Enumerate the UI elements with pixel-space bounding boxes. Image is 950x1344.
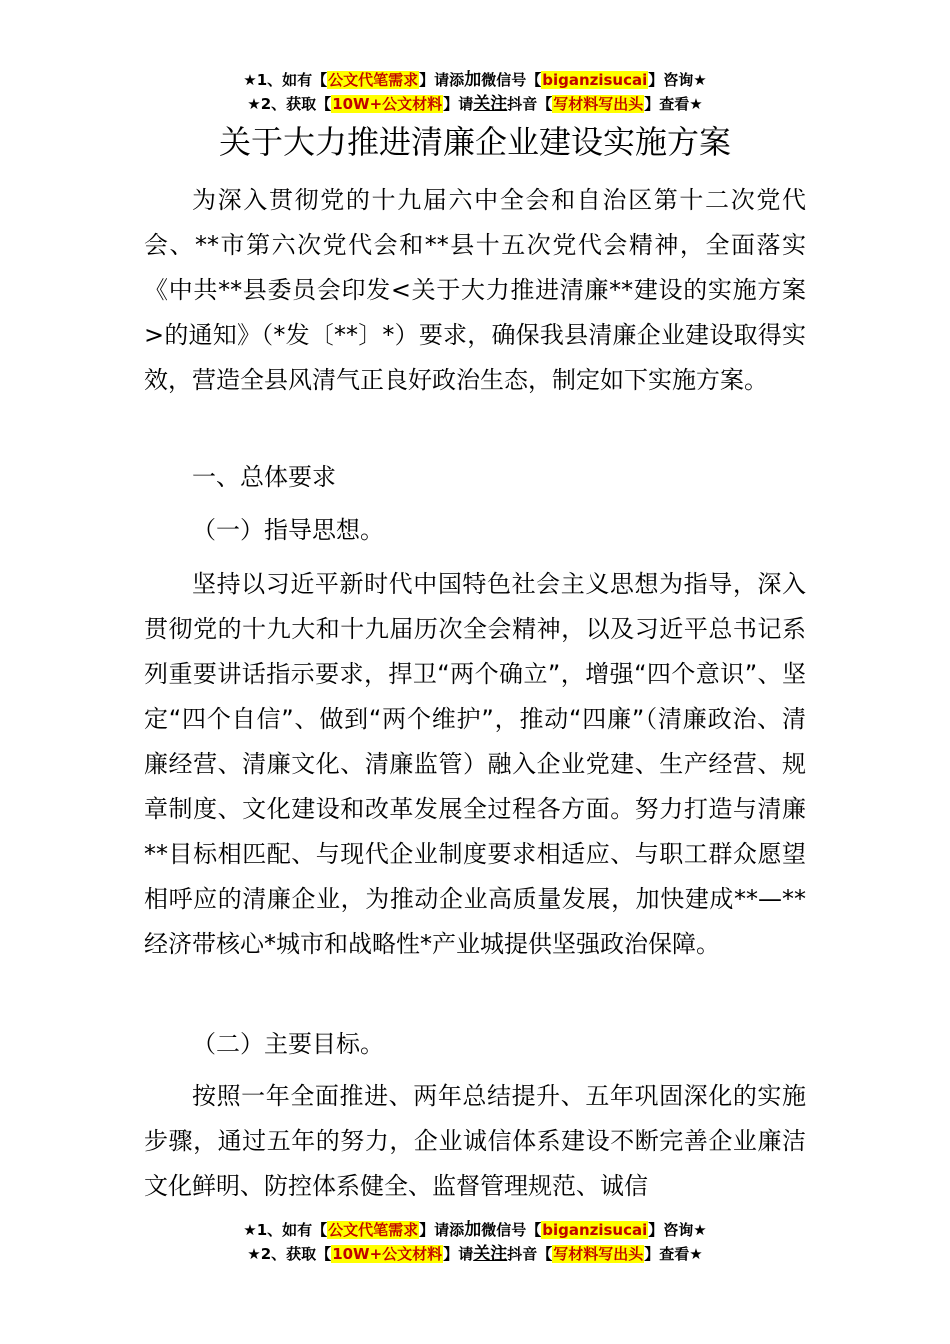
wechat-id-highlight: biganzisucai xyxy=(542,71,648,89)
heading-text: （一）指导思想。 xyxy=(192,516,384,544)
paragraph-main-goals xyxy=(144,1074,806,1209)
heading-text: （二）主要目标。 xyxy=(192,1030,384,1058)
paragraph-guiding-thought xyxy=(144,562,806,967)
banner-line-2 xyxy=(0,1242,950,1266)
banner-text: ★1、如有【 xyxy=(243,1221,328,1239)
banner-text: 】查看★ xyxy=(644,1245,703,1263)
section-heading-1 xyxy=(144,455,806,500)
banner-emphasis: 加 xyxy=(464,1220,482,1240)
douyin-id-highlight: 写材料写出头 xyxy=(553,95,644,113)
banner-highlight: 10W+公文材料 xyxy=(332,95,443,113)
subsection-heading-2 xyxy=(144,1022,806,1067)
banner-text: 】请添 xyxy=(419,71,465,89)
paragraph-text: 为深入贯彻党的十九届六中全会和自治区第十二次党代会、**市第六次党代会和**县十五次党代会精神，全面落实《中共**县委员会印发<关于大力推进清廉**建设的实施方案>的通知》（*发〔**〕*）要求，确保我县清廉企业建设取得实效，营造全县风清气正良好政治生态，制定如下实施方案。 xyxy=(144,186,806,394)
banner-text: 抖音【 xyxy=(507,1245,553,1263)
banner-text: ★2、获取【 xyxy=(247,1245,332,1263)
heading-text: 一、总体要求 xyxy=(192,463,336,491)
banner-text: 】请添 xyxy=(419,1221,465,1239)
document-title: 关于大力推进清廉企业建设实施方案 xyxy=(218,123,731,161)
paragraph-text: 按照一年全面推进、两年总结提升、五年巩固深化的实施步骤，通过五年的努力，企业诚信体系建设不断完善企业廉洁文化鲜明、防控体系健全、监督管理规范、诚信 xyxy=(144,1082,806,1200)
banner-text: 抖音【 xyxy=(507,95,553,113)
banner-emphasis: 关注 xyxy=(473,94,508,114)
wechat-id-highlight: biganzisucai xyxy=(542,1221,648,1239)
header-banner xyxy=(0,68,950,116)
banner-text: 微信号【 xyxy=(481,1221,542,1239)
banner-text: 】请 xyxy=(443,95,474,113)
footer-banner xyxy=(0,1218,950,1266)
banner-line-2 xyxy=(0,92,950,116)
subsection-heading-1 xyxy=(144,508,806,553)
banner-text: 】咨询★ xyxy=(648,71,707,89)
banner-emphasis: 关注 xyxy=(473,1244,508,1264)
banner-text: ★1、如有【 xyxy=(243,71,328,89)
banner-text: 】请 xyxy=(443,1245,474,1263)
banner-line-1 xyxy=(0,68,950,92)
banner-highlight: 公文代笔需求 xyxy=(328,71,419,89)
banner-text: 】查看★ xyxy=(644,95,703,113)
paragraph-intro xyxy=(144,178,806,403)
banner-text: ★2、获取【 xyxy=(247,95,332,113)
douyin-id-highlight: 写材料写出头 xyxy=(553,1245,644,1263)
banner-highlight: 公文代笔需求 xyxy=(328,1221,419,1239)
banner-line-1 xyxy=(0,1218,950,1242)
banner-highlight: 10W+公文材料 xyxy=(332,1245,443,1263)
paragraph-text: 坚持以习近平新时代中国特色社会主义思想为指导，深入贯彻党的十九大和十九届历次全会精神，以及习近平总书记系列重要讲话指示要求，捍卫“两个确立”，增强“四个意识”、坚定“四个自信”、做到“两个维护”，推动“四廉”（清廉政治、清廉经营、清廉文化、清廉监管）融入企业党建、生产经营、规章制度、文化建设和改革发展全过程各方面。努力打造与清廉**目标相匹配、与现代企业制度要求相适应、与职工群众愿望相呼应的清廉企业，为推动企业高质量发展，加快建成**—**经济带核心*城市和战略性*产业城提供坚强政治保障。 xyxy=(144,570,806,958)
banner-emphasis: 加 xyxy=(464,70,482,90)
banner-text: 微信号【 xyxy=(481,71,542,89)
banner-text: 】咨询★ xyxy=(648,1221,707,1239)
